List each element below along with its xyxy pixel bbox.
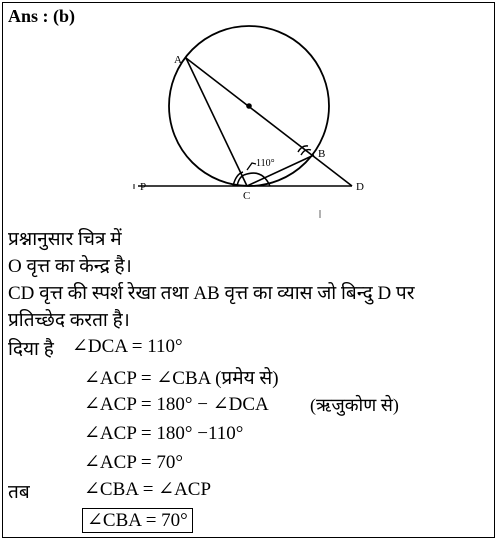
line-10-prefix: तब — [8, 482, 30, 503]
label-a: A — [174, 54, 182, 66]
final-answer-box: ∠CBA = 70° — [82, 508, 193, 533]
line-3: CD वृत्त की स्पर्श रेखा तथा AB वृत्त का व्यास जो बिन्दु D पर — [8, 283, 415, 304]
line-9: ∠ACP = 70° — [84, 452, 183, 473]
label-b: B — [318, 148, 326, 160]
angle-pointer — [247, 163, 256, 170]
label-d: D — [356, 181, 364, 193]
label-angle-110: 110° — [256, 158, 275, 169]
line-8: ∠ACP = 180° −110° — [84, 423, 244, 444]
line-1: प्रश्नानुसार चित्र में — [8, 229, 122, 250]
line-6: ∠ACP = ∠CBA (प्रमेय से) — [84, 368, 279, 389]
label-c: C — [243, 190, 251, 202]
line-2: O वृत्त का केन्द्र है। — [8, 256, 132, 277]
label-p: P — [140, 181, 147, 193]
geometry-figure — [0, 0, 501, 230]
line-10-equation: ∠CBA = ∠ACP — [84, 479, 212, 500]
chord-ac — [186, 58, 247, 186]
answer-label: Ans : (b) — [8, 6, 76, 26]
line-5-prefix: दिया है — [8, 339, 54, 360]
line-4: प्रतिच्छेद करता है। — [8, 310, 130, 331]
line-7-note: (ऋजुकोण से) — [310, 395, 399, 415]
line-5-equation: ∠DCA = 110° — [72, 336, 183, 357]
line-7-equation: ∠ACP = 180° − ∠DCA — [84, 394, 269, 415]
